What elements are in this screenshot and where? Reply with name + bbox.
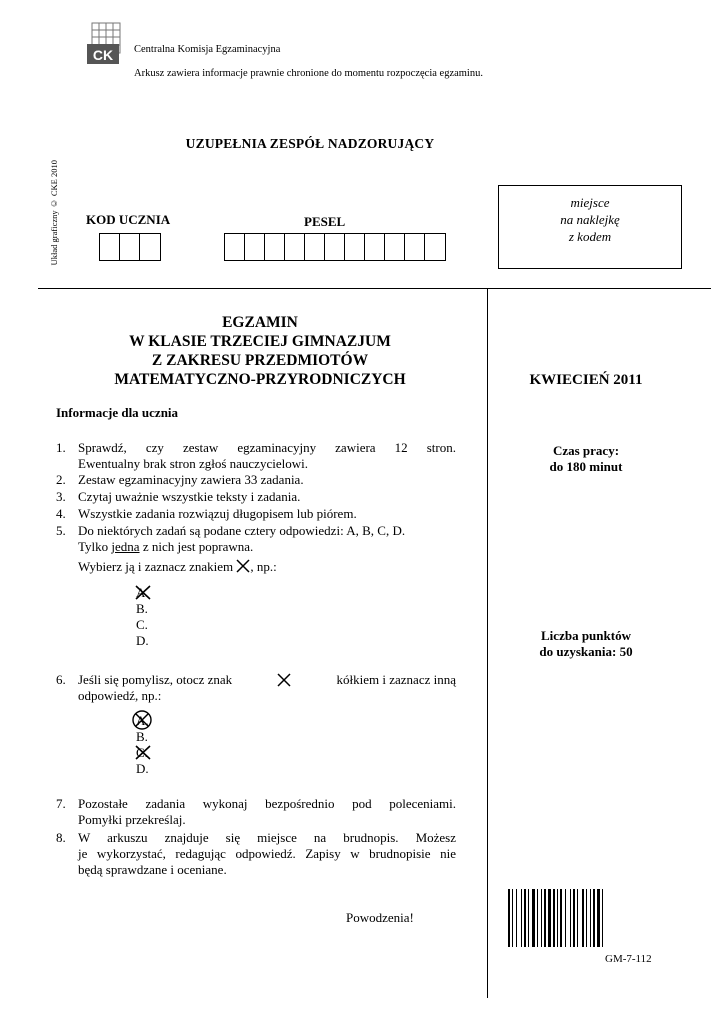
info-item	[56, 830, 456, 878]
code-box[interactable]	[100, 234, 120, 260]
exam-title	[40, 313, 480, 389]
item-text: Tylko jedna z nich jest poprawna.	[78, 539, 254, 554]
pesel-box[interactable]	[305, 234, 325, 260]
svg-text:CK: CK	[92, 47, 114, 63]
time-label: Czas pracy:	[552, 443, 620, 458]
legal-notice: Arkusz zawiera informacje prawnie chronione do momentu rozpoczęcia egzaminu.	[134, 68, 483, 79]
title-line: W KLASIE TRZECIEJ GIMNAZJUM	[129, 333, 391, 350]
title-line: Z ZAKRESU PRZEDMIOTÓW	[151, 352, 369, 369]
info-item	[56, 506, 456, 522]
points-label: Liczba punktów	[541, 628, 631, 643]
organization-name: Centralna Komisja Egzaminacyjna	[134, 44, 281, 55]
item-text: Ewentualny brak stron zgłoś nauczycielowi.	[78, 456, 308, 471]
item-number: 4.	[56, 506, 66, 521]
item-text: będą sprawdzane i oceniane.	[78, 862, 227, 877]
points-info	[488, 628, 684, 660]
option-d: D.	[136, 761, 149, 776]
info-item	[56, 672, 456, 704]
info-item	[56, 523, 456, 575]
item-number: 6.	[56, 672, 66, 687]
time-info	[488, 443, 684, 475]
title-line: MATEMATYCZNO-PRZYRODNICZYCH	[114, 371, 406, 388]
option-b: B.	[136, 729, 148, 744]
item-text: Pomyłki przekreślaj.	[78, 812, 186, 827]
exam-month: KWIECIEŃ 2011	[529, 372, 643, 388]
info-item	[56, 440, 456, 472]
item-text: W arkuszu znajduje się miejsce na brudnopis. Możesz	[78, 830, 456, 845]
pesel-box[interactable]	[405, 234, 425, 260]
item-text: Wszystkie zadania rozwiązuj długopisem lub piórem.	[78, 506, 357, 521]
pesel-box[interactable]	[425, 234, 445, 260]
underlined-word: jedna	[111, 539, 140, 554]
item-text: je wykorzystać, redagując odpowiedź. Zapisy w brudnopisie nie	[78, 846, 456, 861]
item-number: 1.	[56, 440, 66, 455]
pesel-box[interactable]	[325, 234, 345, 260]
sticker-line: miejsce	[570, 195, 610, 210]
option-c: C.	[136, 617, 148, 632]
cross-mark-icon	[277, 673, 291, 687]
item-number: 5.	[56, 523, 66, 538]
example-options-1	[136, 585, 149, 649]
title-line: EGZAMIN	[222, 314, 298, 331]
pesel-box[interactable]	[285, 234, 305, 260]
barcode-image	[508, 889, 668, 947]
circled-cross-icon	[131, 709, 153, 731]
item-text: Sprawdź, czy zestaw egzaminacyjny zawiera 12 stron.	[78, 440, 456, 455]
item-text: Jeśli się pomylisz, otocz znak kółkiem i zaznacz inną	[78, 672, 456, 687]
option-d: D.	[136, 633, 149, 648]
barcode-label: GM-7-112	[605, 953, 652, 965]
code-box[interactable]	[120, 234, 140, 260]
pesel-box[interactable]	[265, 234, 285, 260]
closing-text: Powodzenia!	[346, 910, 414, 925]
student-code-label: KOD UCZNIA	[86, 212, 171, 227]
info-heading: Informacje dla ucznia	[56, 405, 179, 420]
pesel-label: PESEL	[304, 214, 346, 229]
cross-mark-icon	[134, 744, 152, 761]
info-item	[56, 489, 456, 505]
item-text: odpowiedź, np.:	[78, 688, 162, 703]
item-text: Pozostałe zadania wykonaj bezpośrednio pod poleceniami.	[78, 796, 456, 811]
copyright-note: Układ graficzny © CKE 2010	[49, 160, 59, 266]
pesel-box[interactable]	[345, 234, 365, 260]
cross-mark-icon	[236, 559, 250, 573]
item-number: 7.	[56, 796, 66, 811]
code-box[interactable]	[140, 234, 160, 260]
horizontal-divider	[38, 288, 711, 289]
student-code-field[interactable]	[99, 233, 161, 261]
item-text: Czytaj uważnie wszystkie teksty i zadania.	[78, 489, 301, 504]
supervisors-heading: UZUPEŁNIA ZESPÓŁ NADZORUJĄCY	[185, 136, 435, 151]
time-value: do 180 minut	[549, 459, 623, 474]
pesel-box[interactable]	[365, 234, 385, 260]
example-options-2	[136, 713, 149, 777]
sticker-line: na naklejkę	[560, 212, 620, 227]
item-number: 3.	[56, 489, 66, 504]
sticker-line: z kodem	[568, 229, 612, 244]
option-a: A.	[136, 585, 149, 601]
pesel-box[interactable]	[225, 234, 245, 260]
item-number: 8.	[56, 830, 66, 845]
pesel-field[interactable]	[224, 233, 446, 261]
pesel-box[interactable]	[245, 234, 265, 260]
option-a: A.	[136, 713, 149, 729]
cke-logo	[84, 22, 122, 70]
item-text: Wybierz ją i zaznacz znakiem , np.:	[78, 559, 277, 574]
sticker-area	[498, 185, 682, 269]
option-b: B.	[136, 601, 148, 616]
item-number: 2.	[56, 472, 66, 487]
info-item	[56, 796, 456, 828]
points-value: do uzyskania: 50	[539, 644, 633, 659]
cross-mark-icon	[134, 584, 152, 601]
item-text: Do niektórych zadań są podane cztery odpowiedzi: A, B, C, D.	[78, 523, 406, 538]
option-c: C.	[136, 745, 149, 761]
info-item	[56, 472, 456, 488]
pesel-box[interactable]	[385, 234, 405, 260]
item-text: Zestaw egzaminacyjny zawiera 33 zadania.	[78, 472, 304, 487]
